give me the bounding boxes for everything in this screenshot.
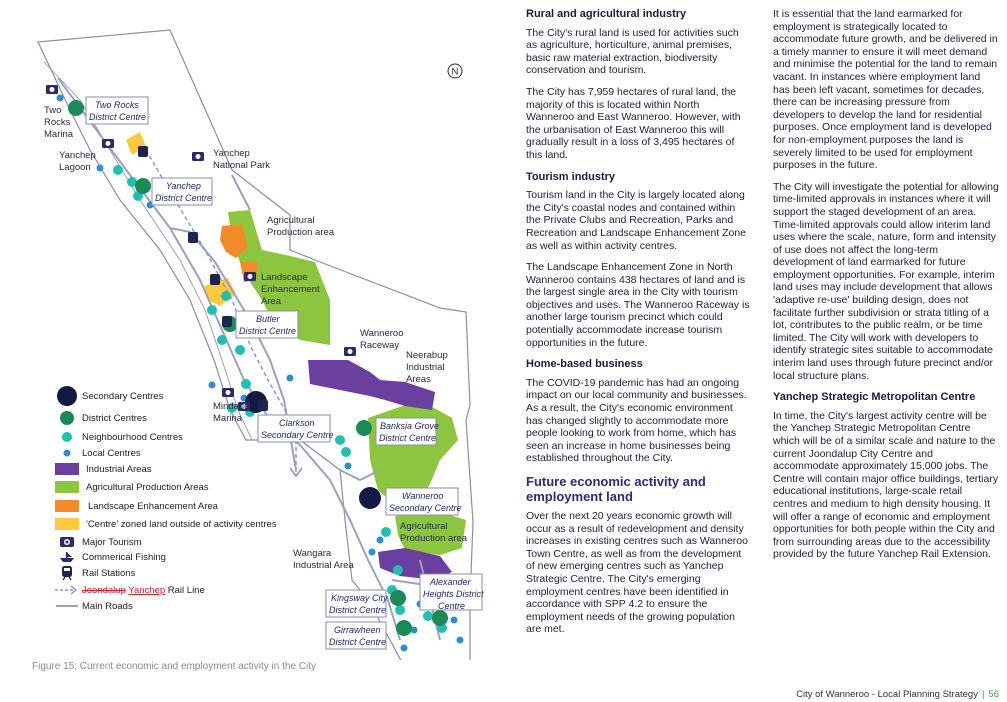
page-footer: City of Wanneroo - Local Planning Strategy | 56 [796,689,999,700]
svg-text:Raceway: Raceway [360,340,400,351]
paragraph: The COVID-19 pandemic has had an ongoing impact on our local community and businesses. As a result, the City's economic environment has changed slightly to accommodate more people looking to work from home, which has seen an increase in home businesses being established throughout the City. [526,376,747,465]
svg-text:National Park: National Park [213,160,271,171]
heading-rural: Rural and agricultural industry [526,8,687,20]
text-column-1 [526,8,750,645]
svg-text:Heights District: Heights District [423,589,484,599]
svg-text:District Centre: District Centre [329,605,387,615]
svg-text:Landscape: Landscape [261,272,308,283]
svg-text:Clarkson: Clarkson [279,418,315,428]
rail-line-arrow-icon [54,585,80,595]
heading-home-business: Home-based business [526,358,643,371]
legend-rail: Rail Stations [52,565,135,581]
legend-fishing: Commerical Fishing [52,549,166,565]
svg-text:Banksia Grove: Banksia Grove [380,421,440,431]
svg-text:Wangara: Wangara [293,548,332,559]
svg-text:N: N [451,66,459,78]
svg-text:Lagoon: Lagoon [59,162,91,173]
svg-text:Secondary Centre: Secondary Centre [261,430,334,440]
svg-text:Production area: Production area [267,227,335,238]
svg-text:Industrial Area: Industrial Area [293,560,354,571]
paragraph: Tourism land in the City is largely located along the City's coastal nodes and contained within the Private Clubs and Recreation, Parks and Recreation and Landscape Enhancement Zone as well as within activity centres. [526,189,747,252]
local-centre-icon [62,448,72,458]
svg-text:District Centre: District Centre [89,112,147,122]
heading-future-economic: Future economic activity and employment land [526,474,706,504]
svg-text:Rocks: Rocks [44,117,71,128]
heading-yanchep-smc: Yanchep Strategic Metropolitan Centre [773,391,976,404]
fishing-boat-icon [58,551,76,563]
figure-caption: Figure 15: Current economic and employment activity in the City [32,661,317,672]
svg-text:Marina: Marina [44,129,74,140]
heading-tourism: Tourism industry [526,170,616,183]
legend-tourism: Major Tourism [52,534,141,550]
road-swatch [56,605,78,607]
landscape-swatch [55,500,79,512]
paragraph: In time, the City's largest activity centre will be the Yanchep Strategic Metropolitan Centre which will be of a similar scale and nature to the current Joondalup City Centre and accommodate approximately 15,000 jobs. The Centre will contain major office buildings, tertiary educational institutions, large-scale retail centres and medium to high density housing. It will offer a range of economic and employment opportunities for both people within the City and from surrounding areas due to the accessibility provided by the future Yanchep Rail Extension. [773,409,999,561]
svg-text:Industrial: Industrial [406,362,445,373]
legend-roads: Main Roads [52,598,133,614]
legend-district: District Centres [52,410,147,426]
legend-local: Local Centres [52,445,141,461]
svg-text:Marina: Marina [213,413,243,424]
svg-text:Neerabup: Neerabup [406,350,448,361]
svg-text:Enhancement: Enhancement [261,284,320,295]
district-centre-icon [58,409,76,427]
paragraph: The City's rural land is used for activities such as agriculture, horticulture, animal premises, basic raw material extraction, biodiversity conservation and tourism. [526,26,739,77]
camera-icon [59,536,75,548]
svg-text:Two Rocks: Two Rocks [95,100,139,110]
svg-text:Kingsway City: Kingsway City [331,593,388,603]
legend-landscape: Landscape Enhancement Area [52,498,218,514]
svg-text:Production area: Production area [400,533,468,544]
svg-text:Butler: Butler [256,314,280,324]
secondary-centre-icon [56,385,78,407]
svg-text:Secondary Centre: Secondary Centre [389,503,462,513]
paragraph: The City will investigate the potential for allowing time-limited approvals in instances where it will support the staged development of an area. Time-limited approvals could allow interim land uses where the scale, nature, form and intensity of use does not affect the long-term development of land earmarked for future employment opportunities. For example, interim land uses may include development that allows 'adaptive re-use' building design, does not facilitate further subdivision or strata titling of a lot, contributes to the public realm, or be time limited. The City will work with developers to identify strategic sites suitable to accommodate interim land uses through future precinct and/or local structure plans. [773,180,999,382]
svg-text:Girrawheen: Girrawheen [334,625,381,635]
svg-text:Mindarie: Mindarie [213,401,250,412]
paragraph: The City has 7,959 hectares of rural land, the majority of this is located within North Wanneroo and East Wanneroo. However, with the urbanisation of East Wanneroo this will gradually result in a loss of 3,495 hectares of this land. [526,85,741,161]
centre-zoned-swatch [55,518,79,530]
svg-text:Yanchep: Yanchep [166,181,201,191]
legend-neighbourhood: Neighbourhood Centres [52,429,183,445]
paragraph: The Landscape Enhancement Zone in North Wanneroo contains 438 hectares of land and is the largest single area in the City with tourism objectives and uses. The Wanneroo Raceway is another large tourism precinct which could potentially accommodate increase tourism opportunities in the future. [526,261,750,349]
legend-secondary: Secondary Centres [52,388,163,404]
svg-text:District Centre: District Centre [239,326,297,336]
text-column-2 [773,8,999,570]
legend-industrial: Industrial Areas [52,461,151,477]
svg-text:Wanneroo: Wanneroo [360,328,404,339]
svg-text:Yanchep: Yanchep [59,150,96,161]
svg-text:Wanneroo: Wanneroo [402,491,444,501]
legend-centre-zoned: 'Centre' zoned land outside of activity centres [52,516,277,532]
svg-text:District Centre: District Centre [329,637,387,647]
svg-text:Two: Two [44,105,62,116]
svg-text:Areas: Areas [406,374,431,385]
svg-text:Yanchep: Yanchep [213,148,250,159]
paragraph: Over the next 20 years economic growth will occur as a result of redevelopment and density increases in existing centres such as Wanneroo Town Centre, as well as from the development of new emerging centres such as Yanchep Strategic Centre. The City's emerging employment centres have been identified in accordance with SPP 4.2 to ensure the employment needs of the growing population are met. [526,510,748,636]
svg-text:Alexander: Alexander [430,577,471,587]
svg-text:District Centre: District Centre [379,433,437,443]
footer-title: City of Wanneroo - Local Planning Strategy [796,689,978,700]
paragraph: It is essential that the land earmarked for employment is strategically located to accommodate future growth, and be delivered in a timely manner to ensure it will meet demand and minimise the potential for the land to remain vacant. In instances where employment land has been left vacant, sometimes for decades, there can be increasing pressure from developers to develop the land for residential purposes. Once employment land is developed for non-employment purposes the land is severely limited to be used for employment purposes in the future. [773,8,998,172]
svg-text:District Centre: District Centre [155,193,213,203]
svg-text:Centre: Centre [438,601,466,611]
legend-agricultural: Agricultural Production Areas [52,479,209,495]
agricultural-swatch [55,481,79,493]
industrial-swatch [55,463,79,475]
neighbourhood-centre-icon [60,430,74,444]
svg-text:Agricultural: Agricultural [267,215,315,226]
svg-text:Agricultural: Agricultural [400,521,448,532]
page-number: 56 [988,689,999,700]
legend-rail-line: Joondalup Yanchep Rail Line [52,582,205,598]
train-icon [60,565,74,581]
svg-text:Area: Area [261,296,282,307]
